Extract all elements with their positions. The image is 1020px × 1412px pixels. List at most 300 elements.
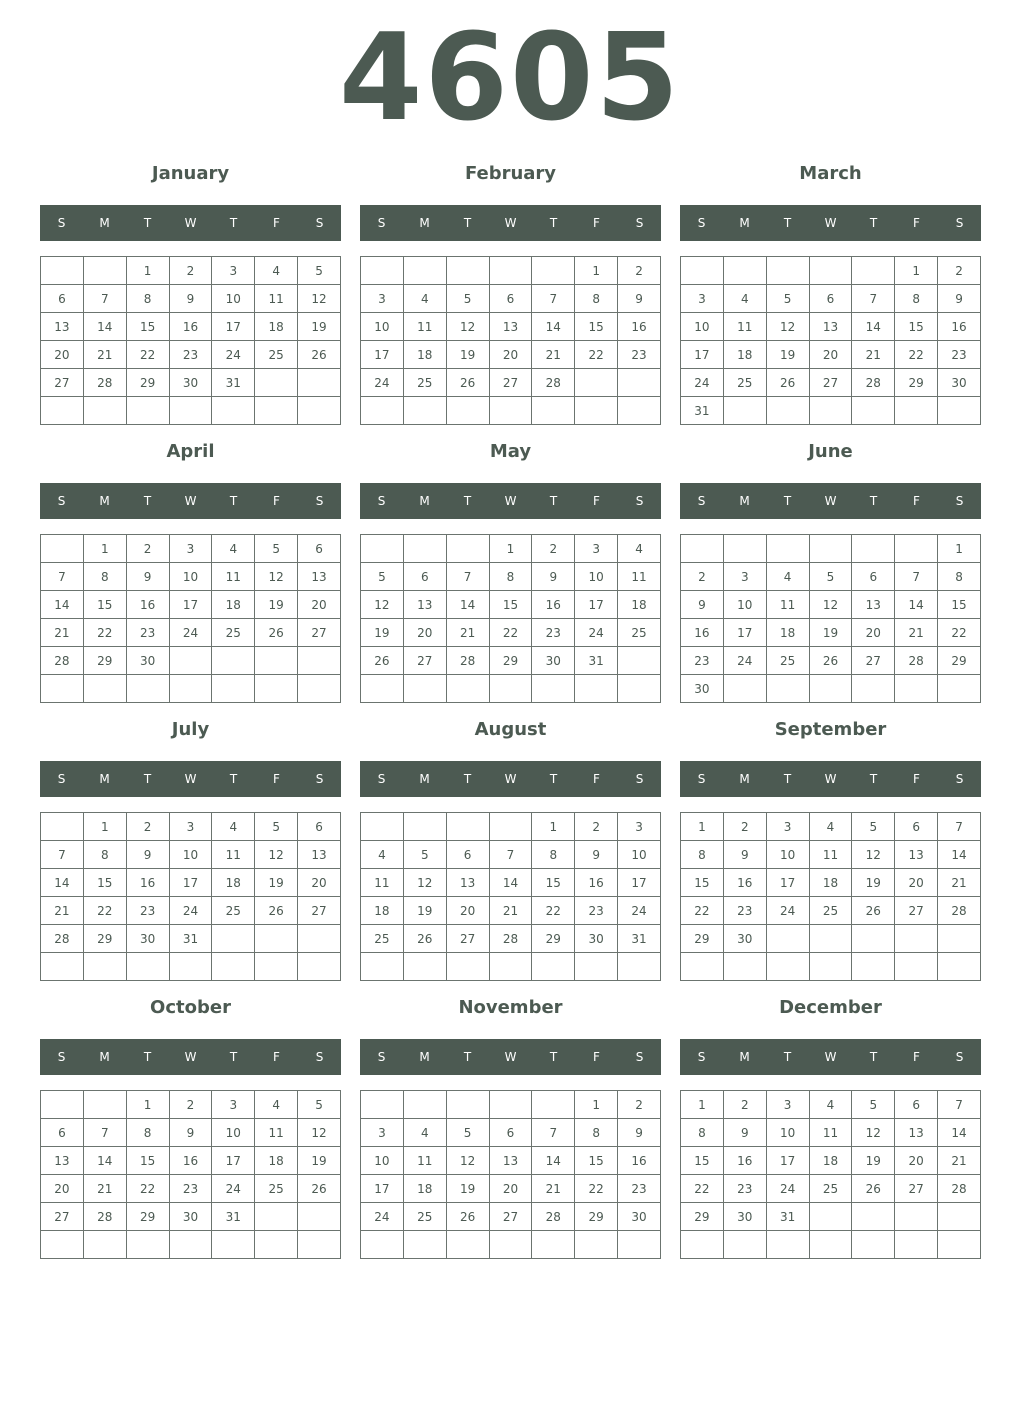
month-name: April xyxy=(166,441,215,462)
day-cell: 2 xyxy=(618,257,661,285)
day-cell xyxy=(403,397,446,425)
day-cell: 16 xyxy=(681,619,724,647)
day-cell: 13 xyxy=(41,313,84,341)
day-cell: 2 xyxy=(169,257,212,285)
week-row xyxy=(681,1231,981,1259)
day-cell: 10 xyxy=(361,1147,404,1175)
day-cell: 17 xyxy=(766,1147,809,1175)
day-cell: 6 xyxy=(895,813,938,841)
day-cell: 23 xyxy=(169,1175,212,1203)
day-cell: 19 xyxy=(255,591,298,619)
day-cell: 2 xyxy=(681,563,724,591)
weekday-label: F xyxy=(913,494,920,508)
day-cell: 5 xyxy=(255,813,298,841)
day-cell: 9 xyxy=(575,841,618,869)
week-row xyxy=(41,1147,341,1175)
week-row xyxy=(361,619,661,647)
day-cell: 15 xyxy=(575,313,618,341)
day-cell: 15 xyxy=(532,869,575,897)
day-cell: 14 xyxy=(41,591,84,619)
day-cell: 26 xyxy=(298,1175,341,1203)
day-cell: 8 xyxy=(938,563,981,591)
day-cell: 10 xyxy=(212,1119,255,1147)
weekday-header xyxy=(680,483,981,519)
day-cell: 31 xyxy=(212,1203,255,1231)
weekday-label: F xyxy=(273,216,280,230)
week-row xyxy=(361,397,661,425)
weekday-label: S xyxy=(955,1050,964,1064)
day-cell: 5 xyxy=(852,1091,895,1119)
day-cell: 16 xyxy=(126,869,169,897)
day-cell: 12 xyxy=(361,591,404,619)
day-cell: 16 xyxy=(618,1147,661,1175)
day-cell xyxy=(126,1231,169,1259)
day-cell: 29 xyxy=(895,369,938,397)
day-cell xyxy=(852,397,895,425)
day-cell xyxy=(41,1231,84,1259)
day-cell: 16 xyxy=(575,869,618,897)
weekday-label: T xyxy=(229,216,238,230)
day-cell: 17 xyxy=(169,869,212,897)
month-name: November xyxy=(458,997,563,1018)
day-cell: 15 xyxy=(938,591,981,619)
day-cell: 25 xyxy=(255,1175,298,1203)
day-cell: 25 xyxy=(723,369,766,397)
weekday-label: T xyxy=(549,216,558,230)
day-cell xyxy=(212,1231,255,1259)
day-cell: 8 xyxy=(126,1119,169,1147)
week-row xyxy=(361,535,661,563)
day-cell xyxy=(489,397,532,425)
day-cell: 29 xyxy=(938,647,981,675)
day-cell: 3 xyxy=(723,563,766,591)
week-row xyxy=(681,841,981,869)
day-cell: 26 xyxy=(255,619,298,647)
week-row xyxy=(681,647,981,675)
day-cell: 12 xyxy=(403,869,446,897)
day-cell: 20 xyxy=(41,341,84,369)
day-cell: 7 xyxy=(83,1119,126,1147)
day-cell xyxy=(852,535,895,563)
day-cell: 1 xyxy=(681,813,724,841)
day-cell xyxy=(361,813,404,841)
day-cell xyxy=(895,1203,938,1231)
day-cell: 14 xyxy=(446,591,489,619)
day-cell: 8 xyxy=(126,285,169,313)
day-cell xyxy=(938,675,981,703)
weekday-label: F xyxy=(593,772,600,786)
day-cell: 23 xyxy=(126,897,169,925)
day-cell: 27 xyxy=(489,1203,532,1231)
day-cell xyxy=(255,1203,298,1231)
week-row xyxy=(41,341,341,369)
day-cell: 12 xyxy=(852,841,895,869)
day-cell: 21 xyxy=(895,619,938,647)
day-cell: 9 xyxy=(618,285,661,313)
day-cell: 7 xyxy=(83,285,126,313)
day-cell: 12 xyxy=(298,1119,341,1147)
weekday-label: S xyxy=(635,494,644,508)
day-cell: 22 xyxy=(126,341,169,369)
day-cell: 12 xyxy=(852,1119,895,1147)
day-cell xyxy=(895,925,938,953)
day-cell: 19 xyxy=(809,619,852,647)
day-cell: 24 xyxy=(766,897,809,925)
week-row xyxy=(361,1203,661,1231)
day-cell: 13 xyxy=(446,869,489,897)
day-cell xyxy=(83,1231,126,1259)
day-cell: 18 xyxy=(618,591,661,619)
weekday-label: W xyxy=(824,494,837,508)
day-cell: 14 xyxy=(852,313,895,341)
day-cell: 26 xyxy=(852,1175,895,1203)
day-cell: 30 xyxy=(681,675,724,703)
day-cell: 3 xyxy=(212,1091,255,1119)
week-row xyxy=(41,841,341,869)
day-cell: 4 xyxy=(403,1119,446,1147)
day-cell: 29 xyxy=(83,925,126,953)
day-cell: 3 xyxy=(575,535,618,563)
day-cell: 20 xyxy=(489,341,532,369)
day-cell xyxy=(446,257,489,285)
day-cell: 21 xyxy=(489,897,532,925)
week-row xyxy=(681,925,981,953)
month-name: January xyxy=(151,163,230,184)
weekday-label: W xyxy=(824,772,837,786)
day-cell xyxy=(852,953,895,981)
day-cell xyxy=(852,1231,895,1259)
day-cell xyxy=(575,369,618,397)
week-row xyxy=(681,869,981,897)
day-cell xyxy=(852,257,895,285)
day-cell: 9 xyxy=(723,841,766,869)
day-cell: 5 xyxy=(446,285,489,313)
weekday-header xyxy=(360,483,661,519)
day-cell: 3 xyxy=(212,257,255,285)
day-cell: 2 xyxy=(169,1091,212,1119)
day-cell: 30 xyxy=(618,1203,661,1231)
week-row xyxy=(361,1175,661,1203)
day-cell xyxy=(212,675,255,703)
day-cell: 7 xyxy=(852,285,895,313)
day-cell xyxy=(575,953,618,981)
weekday-label: T xyxy=(463,494,472,508)
day-cell: 9 xyxy=(169,1119,212,1147)
day-cell: 11 xyxy=(361,869,404,897)
day-cell: 16 xyxy=(723,1147,766,1175)
day-cell: 20 xyxy=(895,869,938,897)
day-cell xyxy=(809,675,852,703)
week-row xyxy=(681,1147,981,1175)
day-cell xyxy=(446,535,489,563)
week-row xyxy=(361,897,661,925)
day-cell: 9 xyxy=(126,563,169,591)
day-cell xyxy=(403,535,446,563)
day-cell: 18 xyxy=(766,619,809,647)
day-cell xyxy=(681,953,724,981)
weekday-header xyxy=(360,205,661,241)
day-cell xyxy=(126,397,169,425)
day-cell: 31 xyxy=(681,397,724,425)
day-cell: 10 xyxy=(766,1119,809,1147)
day-cell: 25 xyxy=(212,897,255,925)
day-cell: 6 xyxy=(852,563,895,591)
day-cell xyxy=(575,397,618,425)
day-cell: 11 xyxy=(403,313,446,341)
weekday-label: T xyxy=(869,216,878,230)
day-cell: 6 xyxy=(403,563,446,591)
day-cell: 28 xyxy=(83,369,126,397)
weekday-label: T xyxy=(229,1050,238,1064)
week-row xyxy=(41,1119,341,1147)
day-cell: 9 xyxy=(938,285,981,313)
weekday-label: T xyxy=(229,494,238,508)
day-cell: 7 xyxy=(938,1091,981,1119)
day-cell: 2 xyxy=(723,813,766,841)
day-cell xyxy=(489,257,532,285)
weekday-label: S xyxy=(635,772,644,786)
day-cell xyxy=(766,675,809,703)
day-cell: 6 xyxy=(809,285,852,313)
day-cell xyxy=(809,953,852,981)
day-cell xyxy=(723,257,766,285)
day-cell xyxy=(489,1091,532,1119)
day-cell: 26 xyxy=(852,897,895,925)
day-cell: 2 xyxy=(618,1091,661,1119)
day-cell: 1 xyxy=(681,1091,724,1119)
day-cell: 9 xyxy=(126,841,169,869)
day-cell: 13 xyxy=(489,1147,532,1175)
day-cell xyxy=(83,257,126,285)
day-cell: 22 xyxy=(575,341,618,369)
weekday-label: T xyxy=(463,216,472,230)
calendar-year-title: 4605 xyxy=(339,9,681,148)
day-cell: 18 xyxy=(809,1147,852,1175)
week-row xyxy=(41,591,341,619)
day-cell: 17 xyxy=(361,341,404,369)
week-row xyxy=(681,591,981,619)
day-cell: 10 xyxy=(361,313,404,341)
day-cell: 5 xyxy=(298,257,341,285)
day-cell: 5 xyxy=(766,285,809,313)
day-cell xyxy=(446,397,489,425)
day-cell: 31 xyxy=(169,925,212,953)
day-cell xyxy=(298,1203,341,1231)
day-cell: 9 xyxy=(169,285,212,313)
week-row xyxy=(361,591,661,619)
day-cell: 3 xyxy=(169,535,212,563)
day-cell xyxy=(618,675,661,703)
day-cell xyxy=(618,397,661,425)
weekday-label: W xyxy=(184,494,197,508)
weekday-label: M xyxy=(739,1050,750,1064)
weekday-label: T xyxy=(783,772,792,786)
day-cell: 5 xyxy=(809,563,852,591)
day-cell: 16 xyxy=(618,313,661,341)
day-cell xyxy=(403,675,446,703)
day-cell: 22 xyxy=(681,1175,724,1203)
day-cell: 9 xyxy=(723,1119,766,1147)
day-cell: 15 xyxy=(126,1147,169,1175)
day-cell: 20 xyxy=(809,341,852,369)
day-cell xyxy=(681,535,724,563)
day-cell: 25 xyxy=(255,341,298,369)
week-row xyxy=(361,1091,661,1119)
day-cell: 5 xyxy=(255,535,298,563)
day-cell: 5 xyxy=(446,1119,489,1147)
day-cell xyxy=(489,1231,532,1259)
day-cell: 8 xyxy=(575,285,618,313)
day-cell xyxy=(361,1231,404,1259)
day-cell: 17 xyxy=(681,341,724,369)
day-cell xyxy=(809,257,852,285)
weekday-label: T xyxy=(143,1050,152,1064)
week-row xyxy=(361,341,661,369)
day-cell xyxy=(895,535,938,563)
day-cell xyxy=(212,397,255,425)
week-row xyxy=(41,369,341,397)
day-cell: 28 xyxy=(532,369,575,397)
week-row xyxy=(361,369,661,397)
day-cell: 10 xyxy=(766,841,809,869)
week-row xyxy=(361,675,661,703)
day-cell xyxy=(41,675,84,703)
day-cell: 25 xyxy=(403,369,446,397)
day-cell: 7 xyxy=(446,563,489,591)
day-cell: 22 xyxy=(938,619,981,647)
day-cell: 16 xyxy=(938,313,981,341)
weekday-label: W xyxy=(184,1050,197,1064)
weekday-label: F xyxy=(913,1050,920,1064)
day-cell xyxy=(681,257,724,285)
week-row xyxy=(361,313,661,341)
weekday-label: W xyxy=(824,1050,837,1064)
day-cell xyxy=(212,925,255,953)
month-grid xyxy=(680,256,981,425)
day-cell xyxy=(41,257,84,285)
day-cell: 4 xyxy=(809,813,852,841)
week-row xyxy=(41,563,341,591)
month-name: August xyxy=(474,719,547,740)
day-cell: 3 xyxy=(618,813,661,841)
weekday-label: T xyxy=(783,1050,792,1064)
weekday-label: T xyxy=(783,216,792,230)
day-cell xyxy=(255,1231,298,1259)
day-cell: 25 xyxy=(361,925,404,953)
day-cell xyxy=(446,1231,489,1259)
weekday-label: S xyxy=(635,216,644,230)
day-cell xyxy=(895,397,938,425)
day-cell: 14 xyxy=(532,313,575,341)
week-row xyxy=(681,535,981,563)
day-cell xyxy=(809,925,852,953)
day-cell xyxy=(489,675,532,703)
day-cell: 19 xyxy=(298,1147,341,1175)
day-cell: 10 xyxy=(212,285,255,313)
day-cell: 23 xyxy=(723,897,766,925)
day-cell: 28 xyxy=(938,1175,981,1203)
day-cell: 19 xyxy=(446,341,489,369)
day-cell xyxy=(809,397,852,425)
day-cell: 27 xyxy=(298,897,341,925)
day-cell: 6 xyxy=(489,285,532,313)
day-cell: 20 xyxy=(41,1175,84,1203)
day-cell: 7 xyxy=(532,1119,575,1147)
day-cell: 19 xyxy=(361,619,404,647)
day-cell: 5 xyxy=(403,841,446,869)
week-row xyxy=(41,1091,341,1119)
day-cell: 15 xyxy=(575,1147,618,1175)
day-cell xyxy=(298,675,341,703)
day-cell: 21 xyxy=(938,869,981,897)
day-cell: 17 xyxy=(618,869,661,897)
day-cell: 17 xyxy=(723,619,766,647)
day-cell: 25 xyxy=(766,647,809,675)
day-cell: 23 xyxy=(575,897,618,925)
day-cell xyxy=(361,397,404,425)
day-cell xyxy=(41,535,84,563)
day-cell: 13 xyxy=(298,563,341,591)
day-cell: 27 xyxy=(895,897,938,925)
week-row xyxy=(681,369,981,397)
weekday-label: S xyxy=(315,1050,324,1064)
day-cell xyxy=(938,1203,981,1231)
day-cell: 18 xyxy=(212,591,255,619)
day-cell: 1 xyxy=(83,813,126,841)
day-cell: 6 xyxy=(446,841,489,869)
day-cell: 13 xyxy=(298,841,341,869)
day-cell xyxy=(361,675,404,703)
day-cell: 29 xyxy=(681,1203,724,1231)
weekday-label: T xyxy=(549,494,558,508)
weekday-header xyxy=(680,205,981,241)
day-cell: 11 xyxy=(766,591,809,619)
month-grid xyxy=(680,1090,981,1259)
day-cell: 26 xyxy=(298,341,341,369)
day-cell: 17 xyxy=(212,1147,255,1175)
day-cell: 14 xyxy=(532,1147,575,1175)
day-cell: 19 xyxy=(255,869,298,897)
day-cell: 7 xyxy=(532,285,575,313)
day-cell xyxy=(361,1091,404,1119)
day-cell: 3 xyxy=(766,813,809,841)
weekday-label: T xyxy=(229,772,238,786)
month-grid xyxy=(40,256,341,425)
week-row xyxy=(361,1119,661,1147)
day-cell: 4 xyxy=(723,285,766,313)
day-cell: 7 xyxy=(895,563,938,591)
weekday-header xyxy=(40,1039,341,1075)
weekday-label: M xyxy=(99,772,110,786)
day-cell: 22 xyxy=(83,897,126,925)
day-cell xyxy=(255,369,298,397)
day-cell: 20 xyxy=(446,897,489,925)
day-cell xyxy=(403,257,446,285)
week-row xyxy=(41,897,341,925)
day-cell xyxy=(618,647,661,675)
day-cell: 29 xyxy=(126,1203,169,1231)
day-cell: 10 xyxy=(169,563,212,591)
day-cell: 13 xyxy=(809,313,852,341)
day-cell: 1 xyxy=(126,1091,169,1119)
day-cell: 21 xyxy=(532,1175,575,1203)
weekday-label: T xyxy=(549,772,558,786)
day-cell xyxy=(532,953,575,981)
day-cell: 22 xyxy=(126,1175,169,1203)
day-cell xyxy=(895,1231,938,1259)
day-cell xyxy=(126,953,169,981)
day-cell xyxy=(298,925,341,953)
